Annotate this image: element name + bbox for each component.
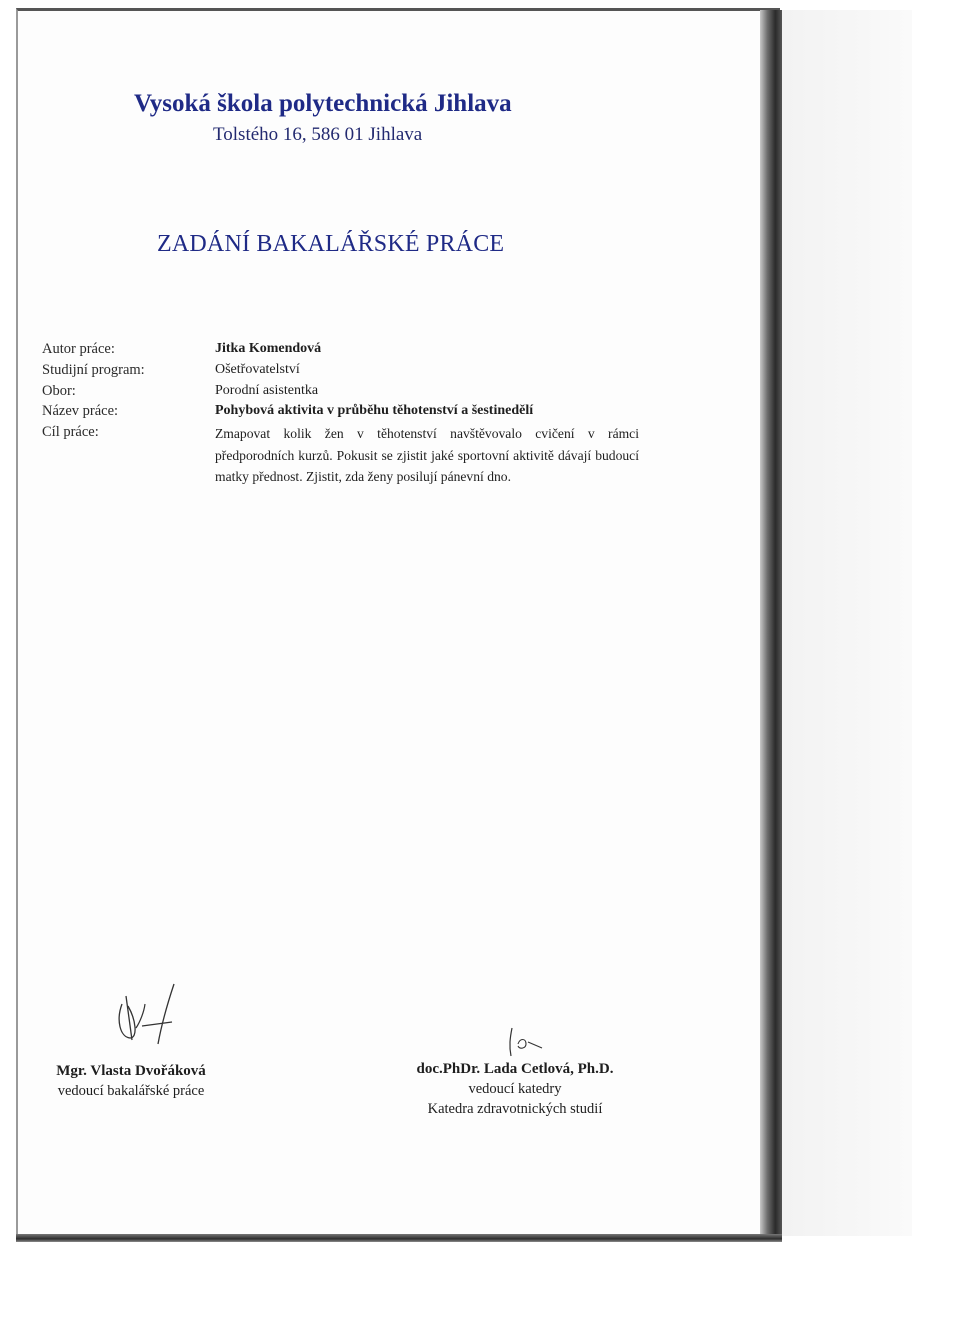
head-role: vedoucí katedry	[468, 1081, 562, 1097]
head-block	[405, 1061, 625, 1118]
school-name: Vysoká škola polytechnická Jihlava	[134, 90, 512, 117]
sheet-edge-shadow	[760, 10, 782, 1240]
thesis-title-label: Název práce:	[42, 403, 119, 419]
department-name: Katedra zdravotnických studií	[427, 1101, 603, 1117]
head-name: doc.PhDr. Lada Cetlová, Ph.D.	[416, 1061, 614, 1077]
thesis-title-value: Pohybová aktivita v průběhu těhotenství a šestinedělí	[215, 403, 534, 418]
supervisor-block	[36, 1063, 226, 1100]
school-address: Tolstého 16, 586 01 Jihlava	[213, 124, 423, 145]
sheet-bottom-edge	[16, 1234, 782, 1242]
author-value: Jitka Komendová	[215, 341, 322, 356]
branch-value: Porodní asistentka	[215, 383, 319, 398]
supervisor-role: vedoucí bakalářské práce	[57, 1083, 205, 1099]
program-value: Ošetřovatelství	[215, 362, 300, 377]
goal-text: Zmapovat kolik žen v těhotenství navštěvovalo cvičení v rámci předporodních kurzů. Pokusit se zjistit jaké sportovní aktivitě dávají budoucí matky přednost. Zjistit, zda ženy posilují pánevní dno.	[215, 426, 639, 484]
head-signature	[504, 1024, 554, 1060]
document-title: ZADÁNÍ BAKALÁŘSKÉ PRÁCE	[157, 231, 505, 257]
program-label: Studijní program:	[42, 362, 145, 378]
supervisor-signature	[112, 982, 192, 1052]
back-page	[782, 10, 912, 1236]
document-sheet	[16, 8, 780, 1240]
author-label: Autor práce:	[42, 341, 115, 357]
supervisor-name: Mgr. Vlasta Dvořáková	[56, 1063, 206, 1079]
goal-label: Cíl práce:	[42, 424, 99, 440]
branch-label: Obor:	[42, 383, 76, 399]
